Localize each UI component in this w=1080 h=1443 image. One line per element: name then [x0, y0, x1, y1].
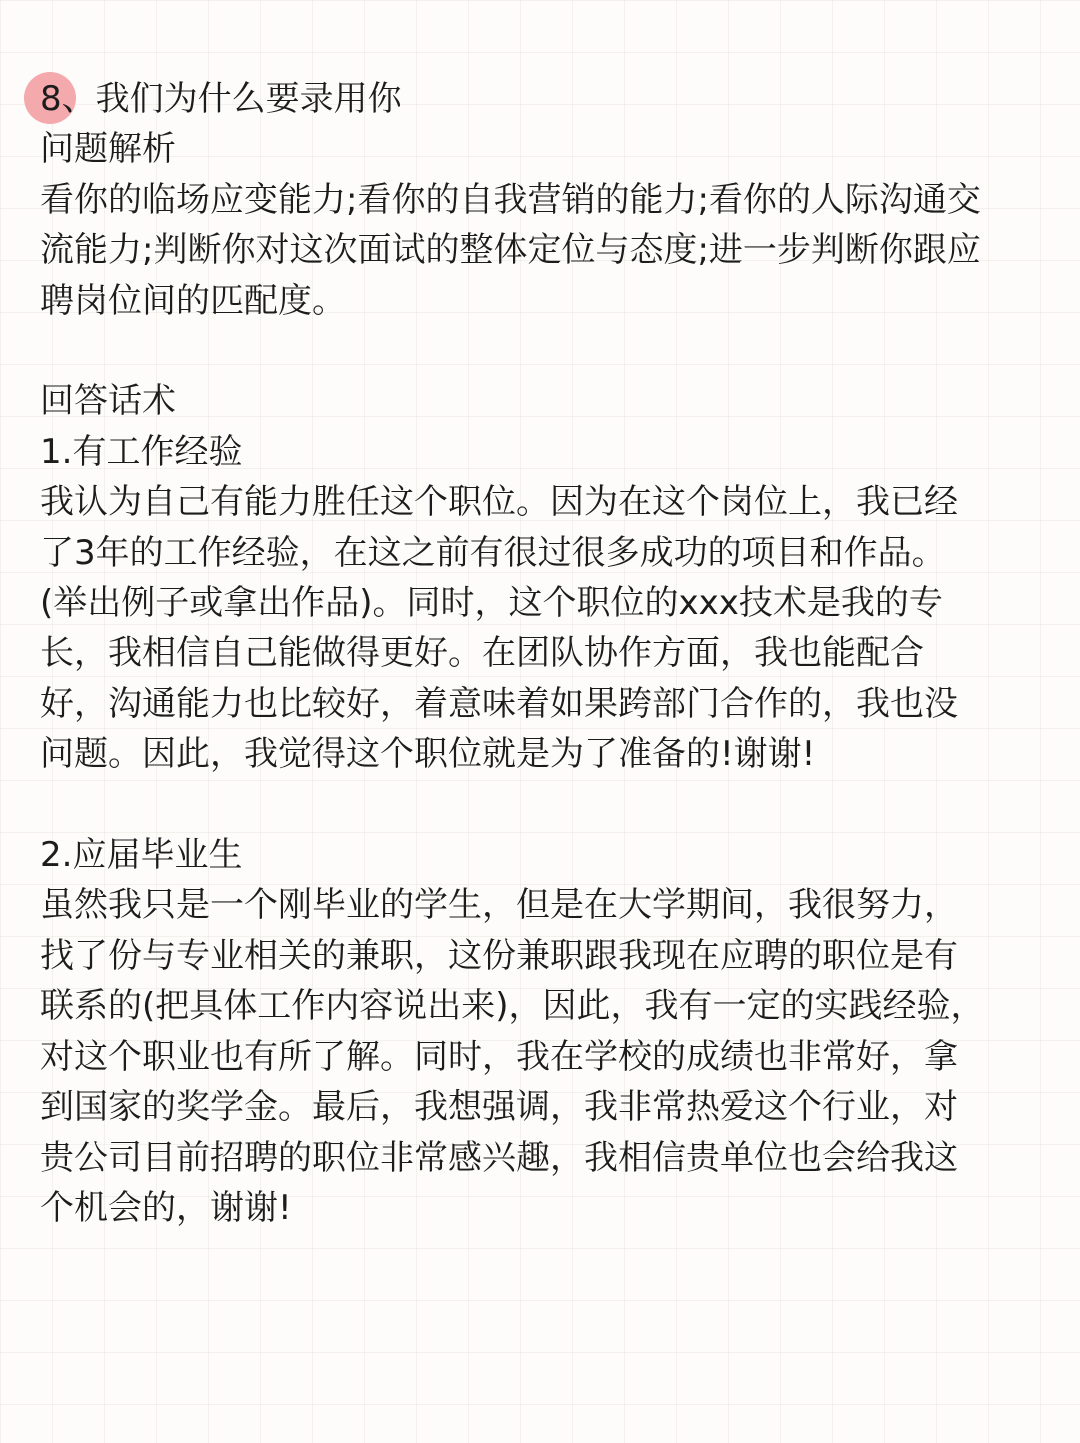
analysis-line: 聘岗位间的匹配度。: [40, 280, 346, 321]
graduate-line: 个机会的，谢谢!: [40, 1187, 292, 1228]
graduate-line: 对这个职业也有所了解。同时，我在学校的成绩也非常好，拿: [40, 1036, 958, 1077]
experienced-line: 了3年的工作经验，在这之前有很过很多成功的项目和作品。: [40, 532, 946, 573]
graduate-line: 虽然我只是一个刚毕业的学生，但是在大学期间，我很努力，: [40, 885, 958, 926]
experienced-line: 我认为自己有能力胜任这个职位。因为在这个岗位上，我已经: [40, 482, 958, 523]
graduate-line: 找了份与专业相关的兼职，这份兼职跟我现在应聘的职位是有: [40, 935, 958, 976]
graduate-heading: 2.应届毕业生: [40, 835, 243, 876]
question-title: 8、我们为什么要录用你: [40, 79, 402, 119]
spacer: [40, 780, 1040, 830]
answer-heading: 回答话术: [40, 381, 176, 422]
experienced-heading: 1.有工作经验: [40, 431, 243, 472]
graduate-line: 贵公司目前招聘的职位非常感兴趣，我相信贵单位也会给我这: [40, 1137, 958, 1178]
experienced-line: 好，沟通能力也比较好，着意味着如果跨部门合作的，我也没: [40, 683, 958, 724]
analysis-line: 看你的临场应变能力;看你的自我营销的能力;看你的人际沟通交: [40, 179, 981, 220]
analysis-heading: 问题解析: [40, 129, 176, 170]
spacer: [40, 326, 1040, 376]
experienced-line: 长，我相信自己能做得更好。在团队协作方面，我也能配合: [40, 633, 924, 674]
experienced-line: (举出例子或拿出作品)。同时，这个职位的xxx技术是我的专: [40, 583, 943, 624]
graduate-line: 联系的(把具体工作内容说出来)，因此，我有一定的实践经验，: [40, 986, 985, 1027]
article: [40, 74, 1040, 1233]
analysis-line: 流能力;判断你对这次面试的整体定位与态度;进一步判断你跟应: [40, 230, 981, 271]
experienced-line: 问题。因此，我觉得这个职位就是为了准备的!谢谢!: [40, 734, 816, 775]
question-title-row: [40, 74, 1040, 124]
graduate-line: 到国家的奖学金。最后，我想强调，我非常热爱这个行业，对: [40, 1087, 958, 1128]
